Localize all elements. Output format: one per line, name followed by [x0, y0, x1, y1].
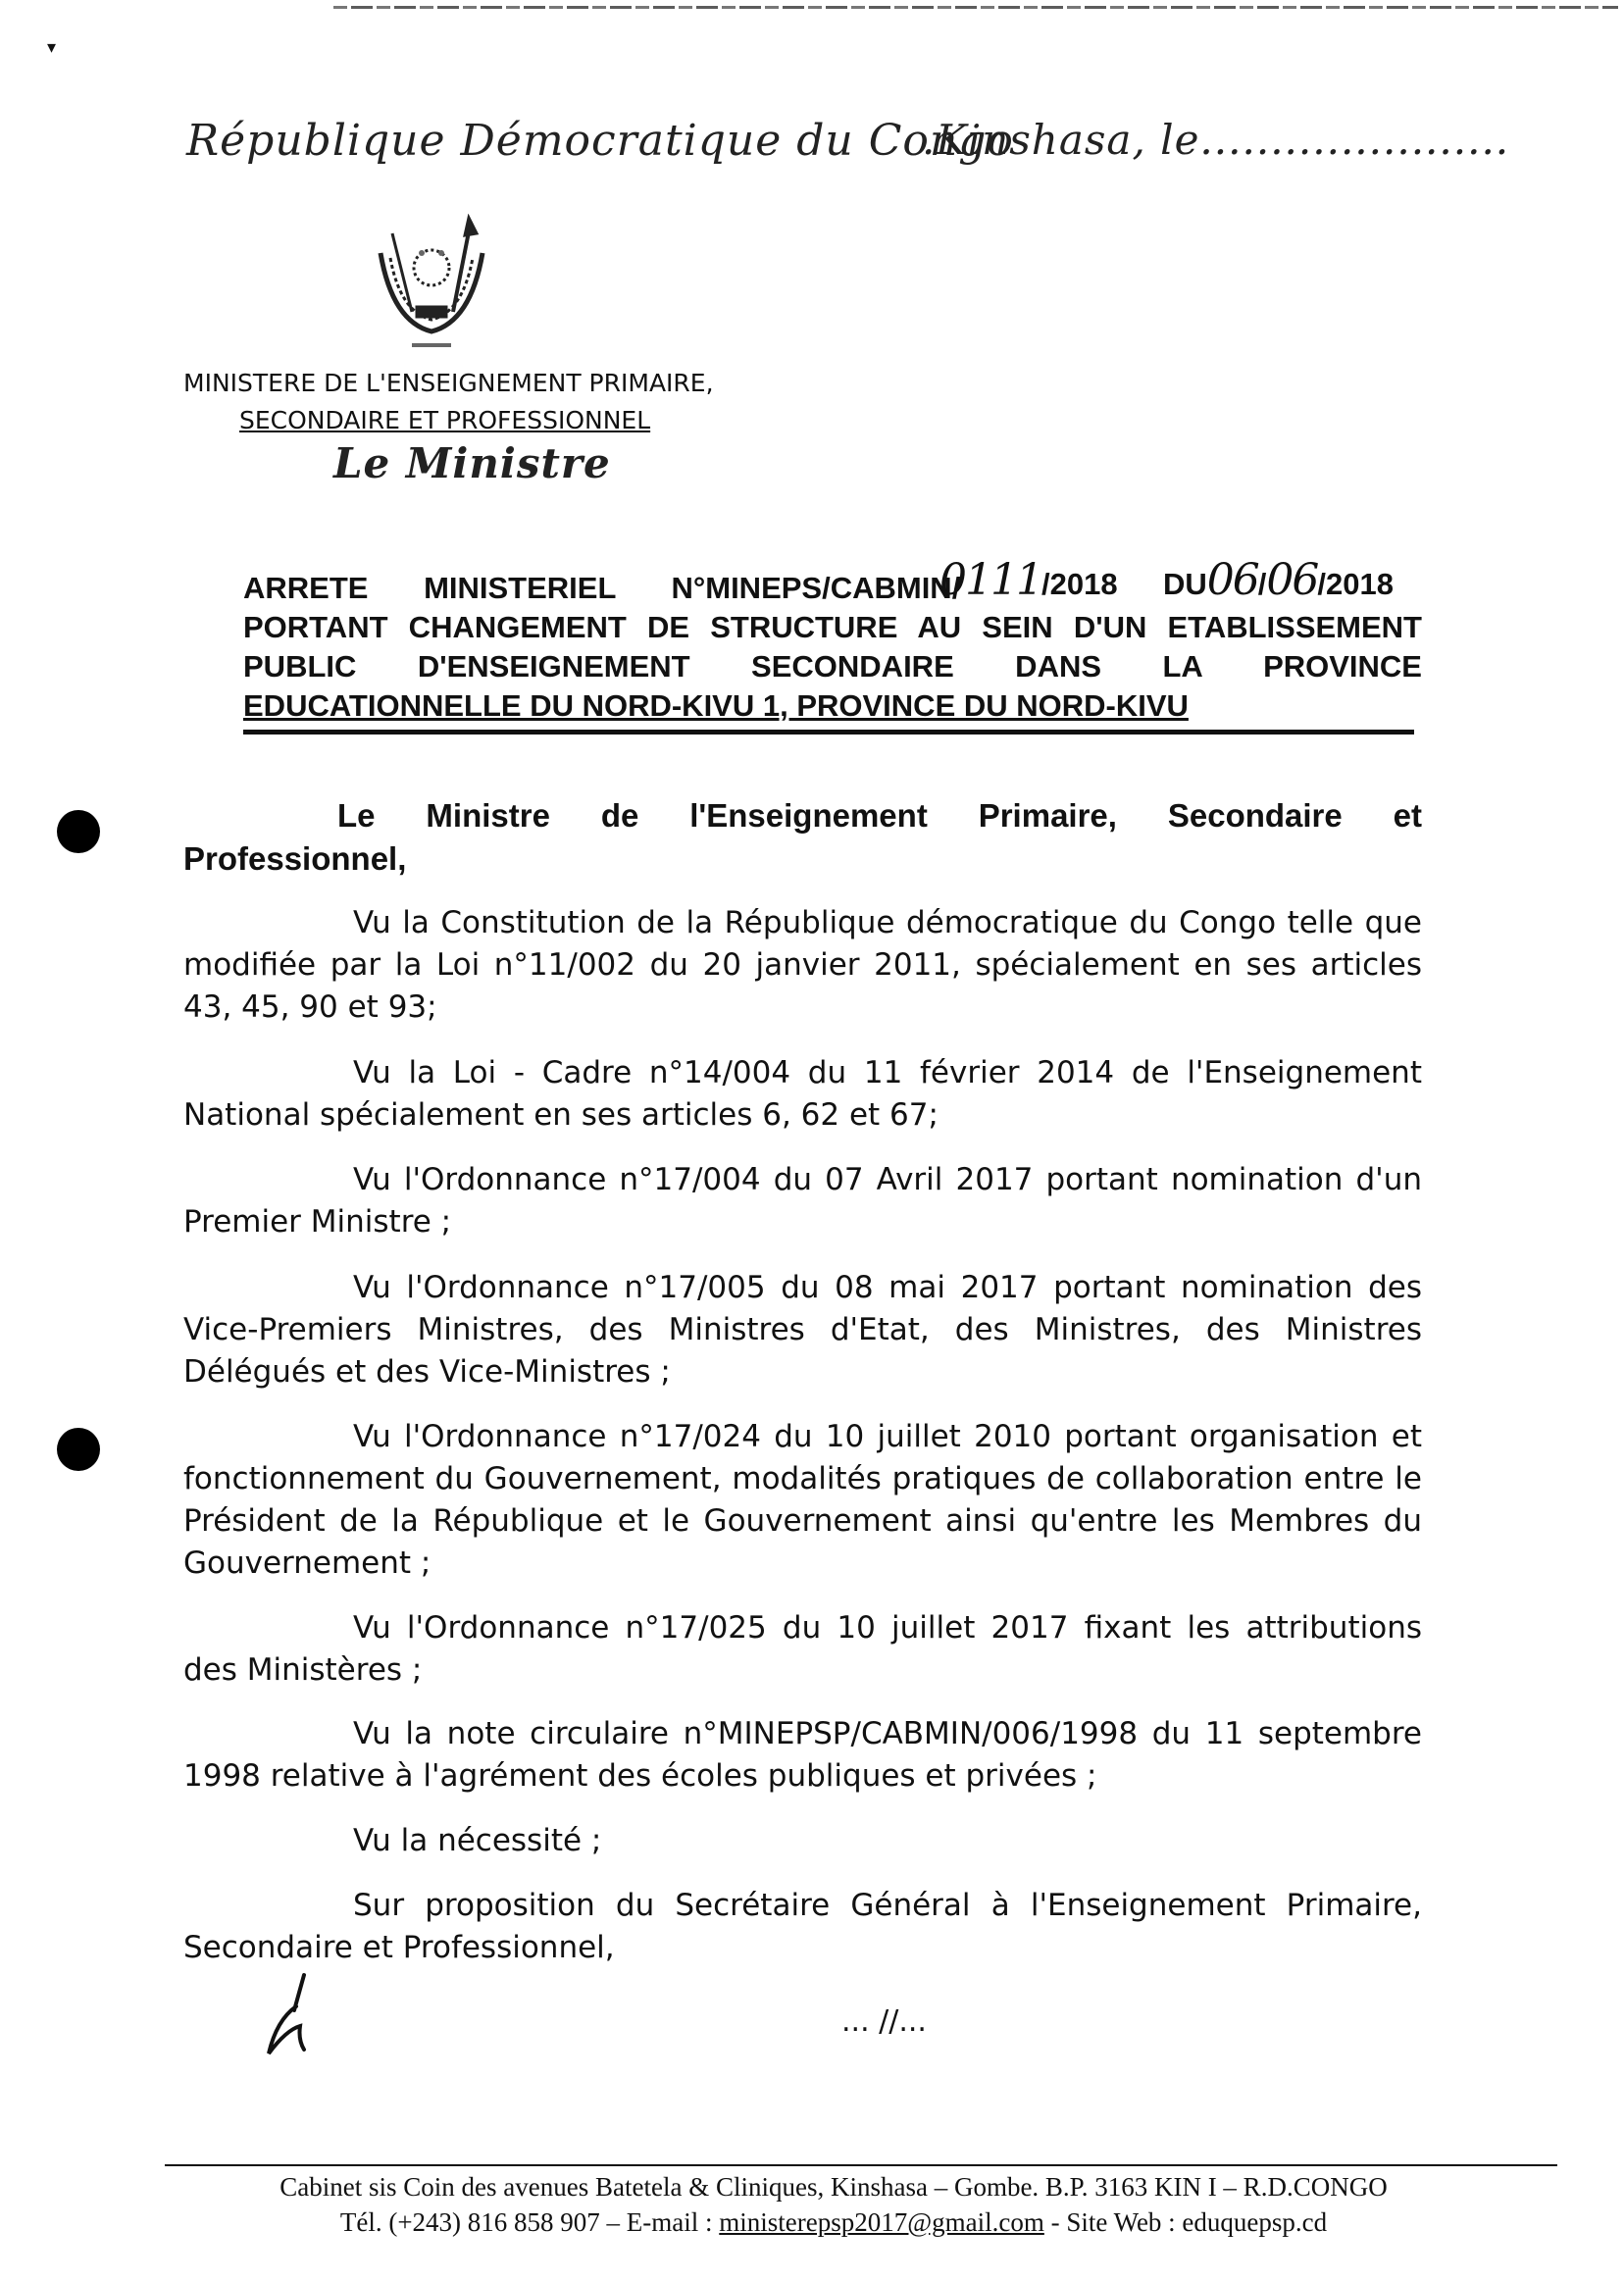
- title-divider: [243, 730, 1414, 735]
- paragraph-loi-cadre: Vu la Loi - Cadre n°14/004 du 11 février 2014 de l'Enseignement National spécialement en ses articles 6, 62 et 67;: [183, 1055, 1422, 1133]
- footer-contact: [137, 2204, 1530, 2240]
- arrete-label: ARRETE MINISTERIEL N°MINEPS/CABMIN/: [243, 571, 961, 605]
- date-year: /2018: [1317, 567, 1394, 601]
- arrete-number: 0111: [939, 555, 1041, 605]
- footer-phone: Tél. (+243) 816 858 907 – E-mail :: [339, 2207, 720, 2237]
- date-month: 06: [1266, 555, 1318, 605]
- arrete-year: /2018: [1040, 567, 1118, 601]
- punch-hole-top: [57, 810, 100, 853]
- intro-line2: Professionnel,: [183, 840, 407, 877]
- ministry-name-line1: MINISTERE DE L'ENSEIGNEMENT PRIMAIRE,: [183, 369, 714, 397]
- scan-mark: ▾: [47, 37, 57, 58]
- arrete-title-line2: PORTANT CHANGEMENT DE STRUCTURE AU SEIN D'UN ETABLISSEMENT: [243, 610, 1422, 644]
- du-label: DU: [1163, 567, 1207, 601]
- arrete-title-line1: [243, 555, 1422, 608]
- page-continuation: ... //...: [841, 2004, 927, 2039]
- punch-hole-bottom: [57, 1428, 100, 1471]
- paragraph-ordonnance-025: Vu l'Ordonnance n°17/025 du 10 juillet 2017 fixant les attributions des Ministères ;: [183, 1610, 1422, 1688]
- footer-email-link[interactable]: ministerepsp2017@gmail.com: [719, 2207, 1044, 2237]
- scan-artifact-line: [333, 6, 1618, 9]
- place-date: .Kinshasa, le......................: [922, 116, 1510, 164]
- paragraph-ordonnance-024: Vu l'Ordonnance n°17/024 du 10 juillet 2010 portant organisation et fonctionnement du Gouvernement, modalités pratiques de collaboration entre le Président de la République et le Gouvernement ainsi qu'entre les Membres du Gouvernement ;: [183, 1419, 1422, 1581]
- ministry-name-line2: SECONDAIRE ET PROFESSIONNEL: [239, 406, 651, 434]
- footer-website: - Site Web : eduquepsp.cd: [1043, 2207, 1328, 2237]
- paragraph-proposition: Sur proposition du Secrétaire Général à l'Enseignement Primaire, Secondaire et Professionnel,: [183, 1888, 1422, 1965]
- coat-of-arms-emblem: [363, 214, 500, 361]
- arrete-title-line3: PUBLIC D'ENSEIGNEMENT SECONDAIRE DANS LA PROVINCE: [243, 649, 1422, 684]
- initials-signature: [257, 1971, 326, 2059]
- arrete-title-line4: EDUCATIONNELLE DU NORD-KIVU 1, PROVINCE DU NORD-KIVU: [243, 688, 1189, 723]
- arrete-number-handwritten: [939, 555, 1118, 605]
- arrete-title: [243, 555, 1422, 726]
- date-day: 06: [1206, 555, 1258, 605]
- paragraph-constitution: Vu la Constitution de la République démocratique du Congo telle que modifiée par la Loi n°11/002 du 20 janvier 2011, spécialement en ses articles 43, 45, 90 et 93;: [183, 905, 1422, 1025]
- paragraph-note-circulaire: Vu la note circulaire n°MINEPSP/CABMIN/006/1998 du 11 septembre 1998 relative à l'agrément des écoles publiques et privées ;: [183, 1716, 1422, 1794]
- intro-minister: [183, 794, 1422, 881]
- intro-line1: Le Ministre de l'Enseignement Primaire, Secondaire et: [337, 797, 1422, 834]
- arrete-date: [1163, 555, 1394, 605]
- date-separator: /: [1257, 567, 1267, 601]
- paragraph-ordonnance-005: Vu l'Ordonnance n°17/005 du 08 mai 2017 portant nomination des Vice-Premiers Ministres, des Ministres d'Etat, des Ministres, des Ministres Délégués et des Vice-Ministres ;: [183, 1270, 1422, 1390]
- republic-heading: République Démocratique du Congo: [186, 116, 1014, 166]
- minister-script-title: Le Ministre: [333, 439, 611, 487]
- footer: [137, 2169, 1530, 2240]
- footer-divider: [165, 2164, 1557, 2166]
- paragraph-ordonnance-004: Vu l'Ordonnance n°17/004 du 07 Avril 2017 portant nomination d'un Premier Ministre ;: [183, 1162, 1422, 1240]
- footer-address: Cabinet sis Coin des avenues Batetela & Cliniques, Kinshasa – Gombe. B.P. 3163 KIN I – R.D.CONGO: [279, 2172, 1388, 2202]
- paragraph-necessite: Vu la nécessité ;: [353, 1823, 602, 1858]
